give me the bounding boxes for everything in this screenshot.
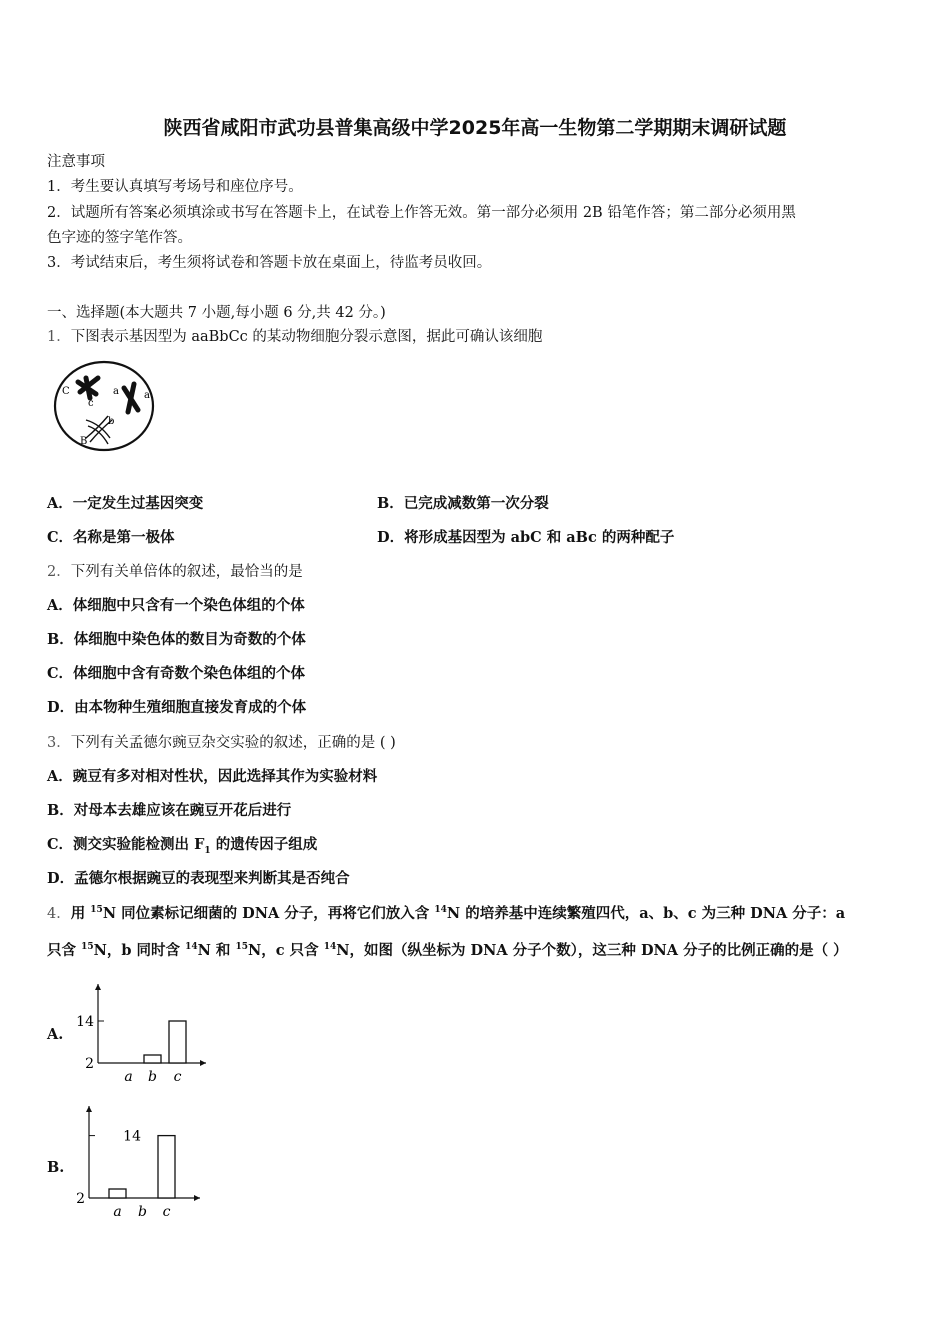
superscript: 14: [434, 905, 447, 916]
x-tick-label-c: c: [173, 1069, 182, 1085]
gene-label-C: C: [62, 386, 70, 397]
page-title: 陕西省咸阳市武功县普集高级中学2025年高一生物第二学期期末调研试题: [163, 117, 787, 139]
y-axis-arrow: [95, 984, 101, 990]
section-heading: 一、选择题(本大题共 7 小题,每小题 6 分,共 42 分。): [47, 305, 386, 321]
gene-label-B: B: [80, 436, 88, 447]
question-number: 3．: [47, 735, 71, 751]
stem-text: N，c 只含: [248, 942, 324, 959]
question-2-option-d[interactable]: D．由本物种生殖细胞直接发育成的个体: [47, 699, 307, 716]
x-tick-label-b: b: [138, 1204, 147, 1220]
question-1-option-d[interactable]: D．将形成基因型为 abC 和 aBc 的两种配子: [377, 529, 675, 546]
stem-text: N 同位素标记细菌的 DNA 分子，再将它们放入含: [102, 905, 435, 922]
bar-c: [169, 1021, 186, 1063]
question-4-option-b-chart[interactable]: [68, 1102, 218, 1220]
bar-c: [158, 1136, 175, 1198]
x-axis-arrow: [194, 1195, 200, 1201]
notice-heading: 注意事项: [47, 154, 105, 170]
superscript: 15: [235, 942, 249, 953]
cell-division-diagram: [50, 358, 160, 458]
bar-b: [144, 1055, 161, 1063]
question-1-text: 下图表示基因型为 aaBbCc 的某动物细胞分裂示意图，据此可确认该细胞: [70, 329, 543, 345]
question-1-option-b[interactable]: B．已完成减数第一次分裂: [377, 495, 549, 512]
question-number: 2．: [47, 564, 71, 580]
chromosome-pair-upper-left: [78, 378, 98, 398]
chromosome-pair-right: [124, 384, 138, 412]
question-2-text: 下列有关单倍体的叙述，最恰当的是: [70, 564, 303, 580]
y-tick-label: 2: [76, 1191, 85, 1207]
question-number: 1．: [47, 329, 71, 345]
question-2-option-b[interactable]: B．体细胞中染色体的数目为奇数的个体: [47, 631, 306, 648]
question-4-option-a-chart[interactable]: [68, 978, 218, 1086]
notice-item-1: 1．考生要认真填写考场号和座位序号。: [47, 179, 303, 195]
y-tick-label: 14: [76, 1014, 94, 1030]
stem-text: N 的培养基中连续繁殖四代，a、b、c 为三种 DNA 分子：a: [446, 905, 846, 922]
notice-item-2-line-1: 2．试题所有答案必须填涂或书写在答题卡上，在试卷上作答无效。第一部分必须用 2B 铅笔作答；第二部分必须用黑: [47, 205, 796, 221]
x-axis-arrow: [200, 1060, 206, 1066]
stem-text: 只含: [47, 942, 82, 959]
question-4-stem-line-2: [47, 941, 848, 961]
notice-item-2-line-2: 色字迹的签字笔作答。: [47, 230, 192, 246]
x-tick-label-a: a: [113, 1204, 122, 1220]
gene-label-a-right: a: [144, 390, 150, 401]
stem-text: N 和: [197, 942, 236, 959]
question-4-option-b-label[interactable]: B.: [47, 1159, 65, 1176]
question-1-stem: [47, 327, 542, 347]
question-4-option-a-label[interactable]: A.: [47, 1026, 64, 1043]
option-text: C．测交实验能检测出 F: [47, 836, 205, 853]
notice-item-3: 3．考试结束后，考生须将试卷和答题卡放在桌面上，待监考员收回。: [47, 255, 492, 271]
x-tick-label-a: a: [124, 1069, 133, 1085]
stem-text: 用: [70, 905, 91, 922]
subscript: 1: [204, 845, 211, 856]
question-2-stem: [47, 562, 303, 582]
y-tick-label: 2: [85, 1056, 94, 1072]
gene-label-b: b: [108, 416, 115, 427]
option-text: 的遗传因子组成: [210, 836, 318, 853]
question-3-option-d[interactable]: D．孟德尔根据豌豆的表现型来判断其是否纯合: [47, 870, 350, 887]
question-3-stem: [47, 733, 396, 753]
question-1-option-a[interactable]: A．一定发生过基因突变: [47, 495, 204, 512]
stem-text: N，b 同时含: [93, 942, 186, 959]
question-number: 4．: [47, 906, 71, 922]
question-2-option-a[interactable]: A．体细胞中只含有一个染色体组的个体: [47, 597, 305, 614]
question-3-option-b[interactable]: B．对母本去雄应该在豌豆开花后进行: [47, 802, 292, 819]
gene-label-c: c: [88, 398, 94, 409]
stem-text: N，如图（纵坐标为 DNA 分子个数），这三种 DNA 分子的比例正确的是（ ）: [336, 942, 848, 959]
superscript: 14: [185, 942, 198, 953]
superscript: 14: [323, 942, 337, 953]
gene-label-a-left: a: [113, 386, 119, 397]
superscript: 15: [90, 905, 103, 916]
x-tick-label-b: b: [148, 1069, 157, 1085]
question-3-option-c[interactable]: [47, 835, 317, 855]
question-4-stem-line-1: [47, 904, 845, 924]
bar-a: [109, 1189, 126, 1198]
question-3-option-a[interactable]: A．豌豆有多对相对性状，因此选择其作为实验材料: [47, 768, 378, 785]
x-tick-label-c: c: [162, 1204, 171, 1220]
question-3-text: 下列有关孟德尔豌豆杂交实验的叙述，正确的是 ( ): [70, 735, 396, 751]
y-tick-label: 14: [123, 1128, 141, 1145]
question-1-option-c[interactable]: C．名称是第一极体: [47, 529, 175, 546]
y-axis-arrow: [86, 1106, 92, 1112]
superscript: 15: [81, 942, 94, 953]
question-2-option-c[interactable]: C．体细胞中含有奇数个染色体组的个体: [47, 665, 306, 682]
